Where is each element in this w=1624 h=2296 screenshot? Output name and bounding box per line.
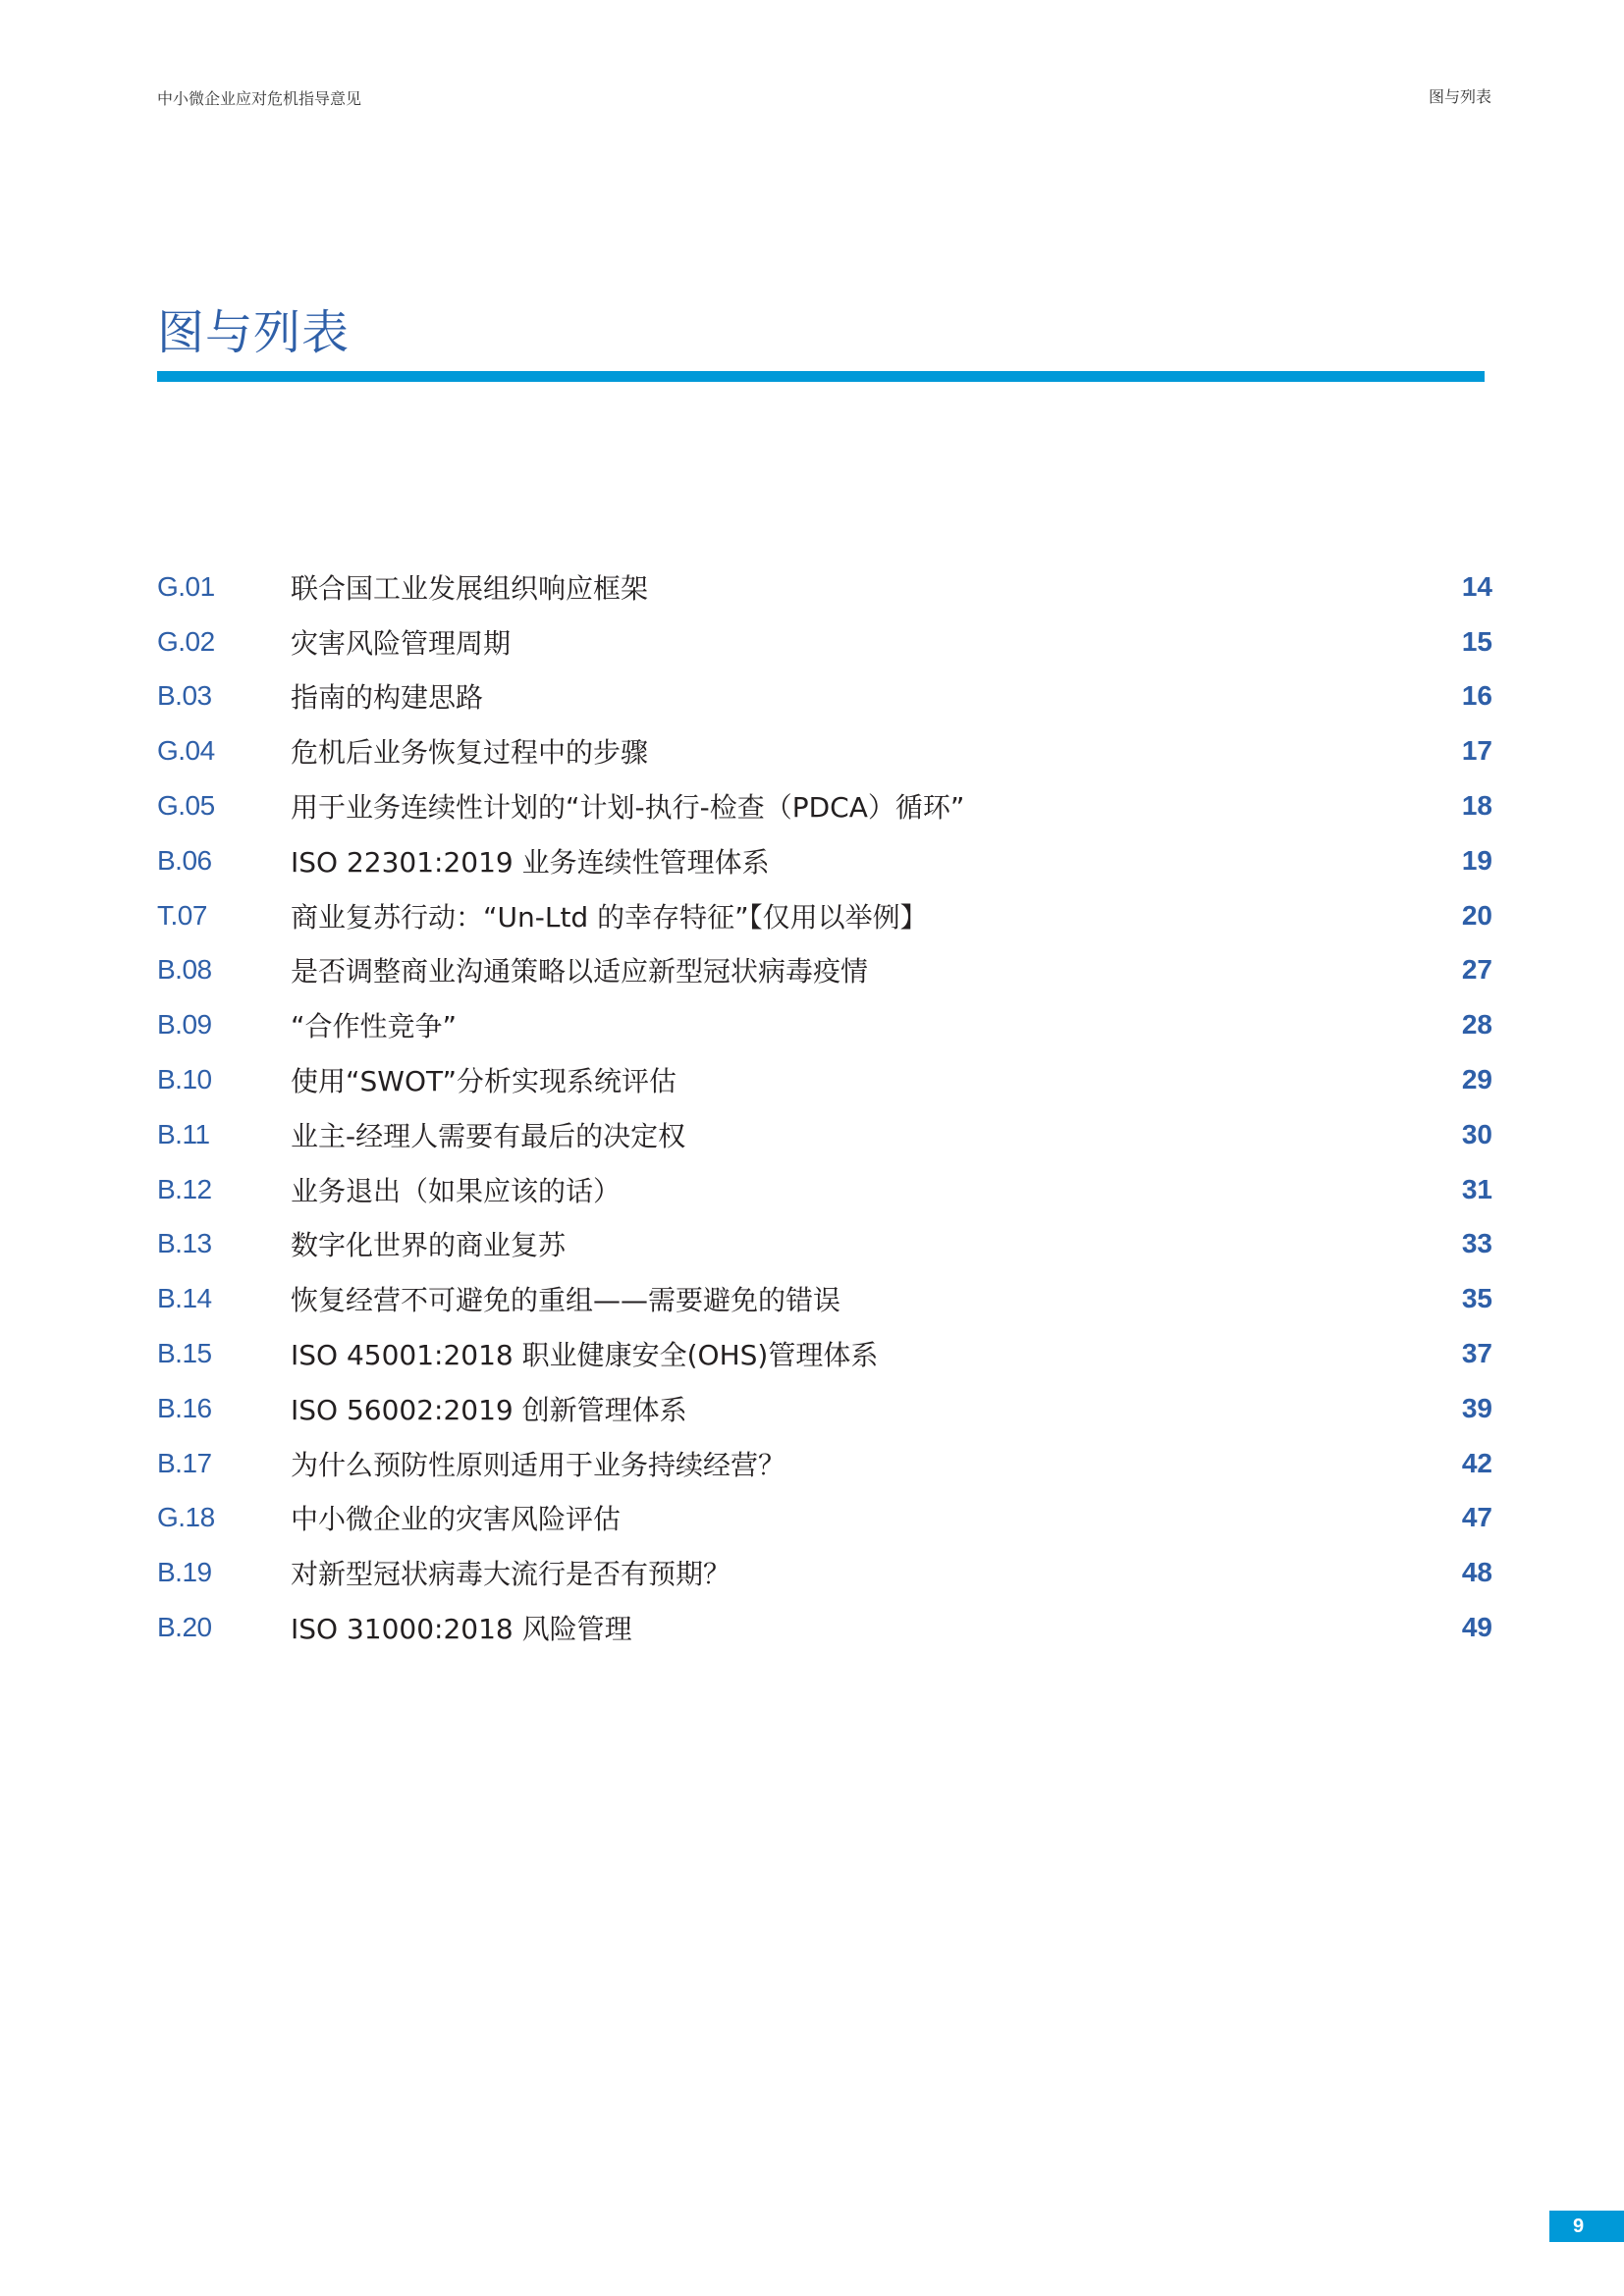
- toc-entry[interactable]: [157, 1326, 1492, 1381]
- toc-entry-id: G.02: [157, 625, 215, 657]
- toc-entry-id: G.04: [157, 735, 215, 767]
- toc-entry[interactable]: [157, 1600, 1492, 1655]
- toc-entry-id: B.17: [157, 1447, 212, 1478]
- toc-entry-id: B.13: [157, 1228, 212, 1259]
- running-header-section-title: 图与列表: [1428, 87, 1491, 106]
- toc-entry[interactable]: [157, 778, 1492, 833]
- toc-entry[interactable]: [157, 1217, 1492, 1272]
- toc-entry-page-number[interactable]: 14: [1461, 570, 1492, 602]
- toc-entry-id: B.03: [157, 680, 212, 712]
- toc-entry-label[interactable]: 对新型冠状病毒大流行是否有预期？: [291, 1558, 731, 1591]
- toc-entry-page-number[interactable]: 30: [1461, 1118, 1492, 1149]
- toc-entry-label[interactable]: 使用“SWOT”分析实现系统评估: [291, 1065, 677, 1098]
- toc-entry-label[interactable]: 业主-经理人需要有最后的决定权: [291, 1119, 686, 1152]
- toc-entry-page-number[interactable]: 28: [1461, 1009, 1492, 1041]
- toc-entry-id: B.12: [157, 1173, 212, 1204]
- toc-entry-label[interactable]: ISO 45001:2018 职业健康安全(OHS)管理体系: [291, 1339, 879, 1372]
- toc-entry-label[interactable]: 中小微企业的灾害风险评估: [291, 1503, 622, 1536]
- toc-entry[interactable]: [157, 1545, 1492, 1600]
- toc-entry[interactable]: [157, 1052, 1492, 1107]
- page-title: 图与列表: [157, 305, 351, 360]
- toc-entry-label[interactable]: 数字化世界的商业复苏: [291, 1229, 567, 1262]
- toc-entry-label[interactable]: 危机后业务恢复过程中的步骤: [291, 736, 649, 770]
- toc-entry-id: B.14: [157, 1283, 212, 1314]
- toc-entry-id: B.19: [157, 1557, 212, 1588]
- toc-entry-id: T.07: [157, 899, 207, 931]
- toc-entry-id: B.06: [157, 844, 212, 876]
- toc-entry-label[interactable]: 是否调整商业沟通策略以适应新型冠状病毒疫情: [291, 955, 869, 988]
- toc-entry-id: G.05: [157, 790, 215, 822]
- toc-entry-page-number[interactable]: 18: [1461, 790, 1492, 822]
- toc-entry-label[interactable]: 灾害风险管理周期: [291, 626, 512, 660]
- toc-entry-page-number[interactable]: 27: [1461, 954, 1492, 986]
- toc-entry-page-number[interactable]: 16: [1461, 680, 1492, 712]
- toc-entry-page-number[interactable]: 37: [1461, 1338, 1492, 1369]
- toc-entry[interactable]: [157, 997, 1492, 1052]
- toc-entry-page-number[interactable]: 17: [1461, 735, 1492, 767]
- toc-entry-page-number[interactable]: 42: [1461, 1447, 1492, 1478]
- toc-entry-id: B.10: [157, 1064, 212, 1095]
- toc-entry-page-number[interactable]: 49: [1461, 1612, 1492, 1643]
- toc-entry[interactable]: [157, 723, 1492, 778]
- toc-entry-page-number[interactable]: 29: [1461, 1064, 1492, 1095]
- toc-entry[interactable]: [157, 669, 1492, 724]
- toc-entry-id: B.15: [157, 1338, 212, 1369]
- toc-entry-page-number[interactable]: 15: [1461, 625, 1492, 657]
- toc-entry[interactable]: [157, 1436, 1492, 1491]
- toc-entry-page-number[interactable]: 35: [1461, 1283, 1492, 1314]
- page-number-badge: 9: [1549, 2211, 1624, 2242]
- toc-entry-page-number[interactable]: 39: [1461, 1392, 1492, 1423]
- toc-entry[interactable]: [157, 833, 1492, 888]
- toc-entry-id: B.16: [157, 1392, 212, 1423]
- toc-entry-page-number[interactable]: 31: [1461, 1173, 1492, 1204]
- toc-entry-id: B.08: [157, 954, 212, 986]
- toc-entry-page-number[interactable]: 20: [1461, 899, 1492, 931]
- toc-entry[interactable]: [157, 614, 1492, 669]
- figures-and-tables-list: [157, 560, 1492, 1655]
- toc-entry-page-number[interactable]: 19: [1461, 844, 1492, 876]
- toc-entry-label[interactable]: 指南的构建思路: [291, 681, 484, 715]
- toc-entry-label[interactable]: ISO 22301:2019 业务连续性管理体系: [291, 845, 770, 879]
- toc-entry[interactable]: [157, 888, 1492, 943]
- toc-entry-label[interactable]: 用于业务连续性计划的“计划-执行-检查（PDCA）循环”: [291, 791, 965, 825]
- toc-entry-id: G.01: [157, 570, 215, 602]
- toc-entry[interactable]: [157, 1381, 1492, 1436]
- toc-entry-page-number[interactable]: 48: [1461, 1557, 1492, 1588]
- running-header-document-title: 中小微企业应对危机指导意见: [157, 89, 362, 108]
- toc-entry-label[interactable]: 业务退出（如果应该的话）: [291, 1174, 622, 1207]
- toc-entry-page-number[interactable]: 33: [1461, 1228, 1492, 1259]
- toc-entry-id: B.20: [157, 1612, 212, 1643]
- toc-entry-label[interactable]: ISO 56002:2019 创新管理体系: [291, 1393, 687, 1426]
- toc-entry-label[interactable]: ISO 31000:2018 风险管理: [291, 1613, 632, 1646]
- toc-entry-label[interactable]: 为什么预防性原则适用于业务持续经营？: [291, 1448, 786, 1481]
- toc-entry[interactable]: [157, 943, 1492, 998]
- toc-entry[interactable]: [157, 560, 1492, 614]
- toc-entry-label[interactable]: 联合国工业发展组织响应框架: [291, 571, 649, 605]
- toc-entry-label[interactable]: “合作性竞争”: [291, 1010, 458, 1043]
- toc-entry[interactable]: [157, 1162, 1492, 1217]
- toc-entry-page-number[interactable]: 47: [1461, 1502, 1492, 1533]
- title-divider: [157, 371, 1485, 382]
- toc-entry[interactable]: [157, 1491, 1492, 1546]
- toc-entry-label[interactable]: 商业复苏行动：“Un-Ltd 的幸存特征”【仅用以举例】: [291, 900, 928, 934]
- toc-entry-id: B.11: [157, 1118, 210, 1149]
- toc-entry-id: B.09: [157, 1009, 212, 1041]
- toc-entry[interactable]: [157, 1107, 1492, 1162]
- toc-entry-id: G.18: [157, 1502, 215, 1533]
- toc-entry[interactable]: [157, 1271, 1492, 1326]
- toc-entry-label[interactable]: 恢复经营不可避免的重组——需要避免的错误: [291, 1284, 841, 1317]
